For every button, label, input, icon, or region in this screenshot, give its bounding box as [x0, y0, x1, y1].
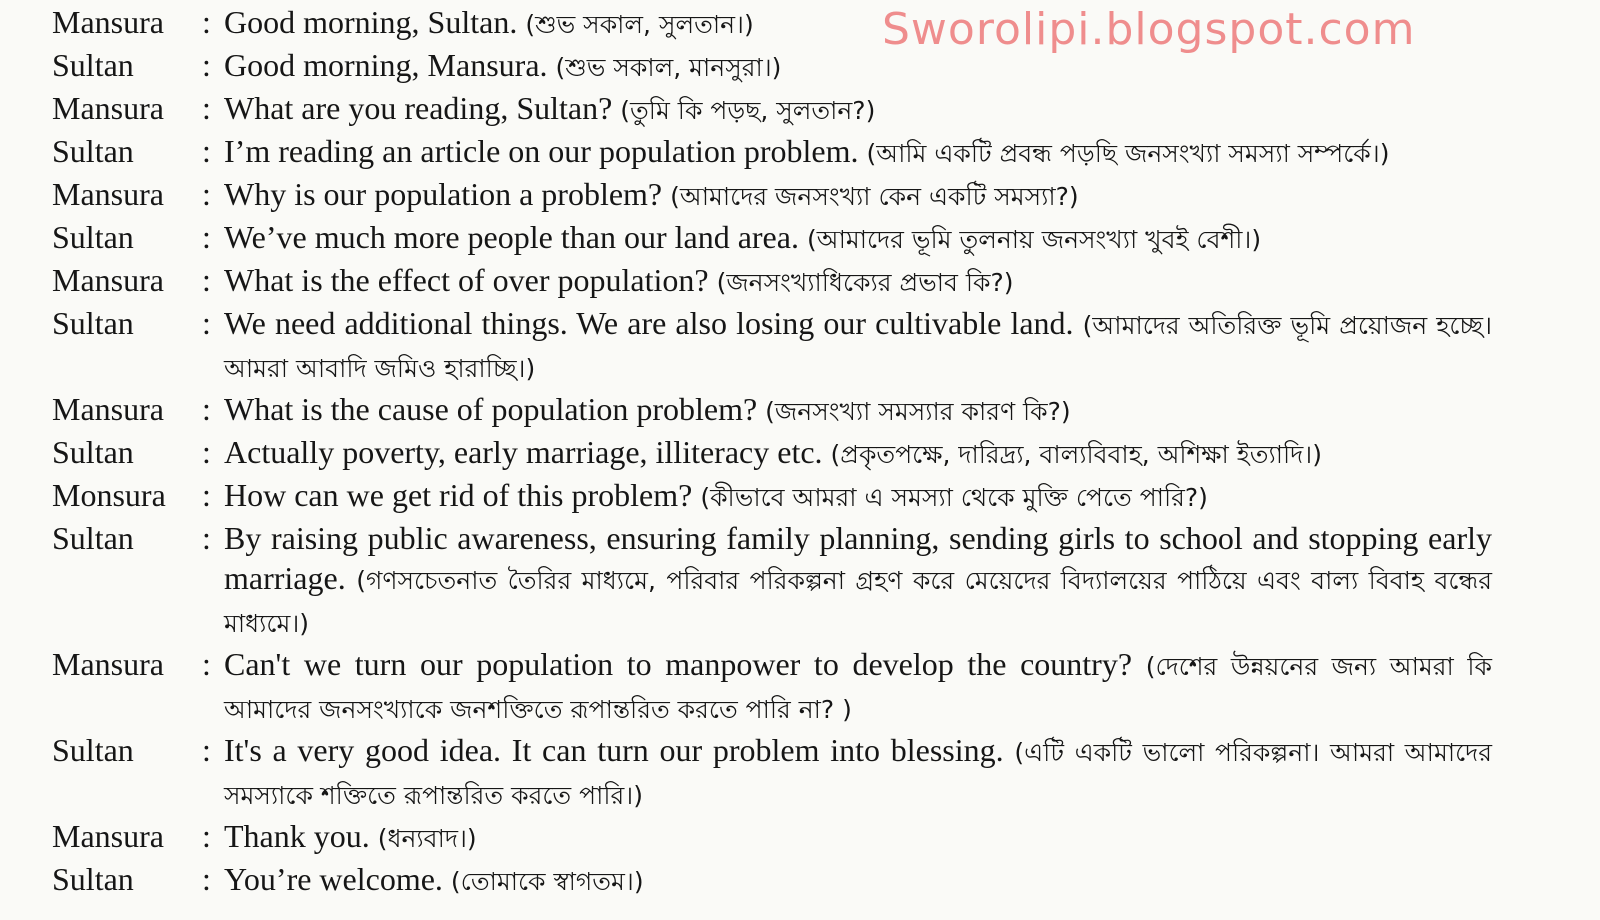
- separator-colon: :: [202, 305, 211, 341]
- bangla-translation: (জনসংখ্যাধিক্যের প্রভাব কি?): [716, 268, 1014, 297]
- english-text: I’m reading an article on our population problem.: [224, 133, 859, 169]
- english-text: It's a very good idea. It can turn our problem into blessing.: [224, 732, 1004, 768]
- separator-colon: :: [202, 818, 211, 854]
- speaker-name: Sultan: [52, 434, 134, 470]
- utterance: [224, 432, 1492, 475]
- dialogue-line: [52, 260, 1492, 303]
- bangla-translation: (প্রকৃতপক্ষে, দারিদ্র্য, বাল্যবিবাহ, অশিক্ষা ইত্যাদি।): [830, 440, 1322, 469]
- bangla-translation: (শুভ সকাল, সুলতান।): [525, 10, 754, 39]
- dialogue-line: [52, 644, 1492, 730]
- separator-colon: :: [202, 391, 211, 427]
- english-text: By raising public awareness, ensuring family planning, sending girls to school and stopping early marriage.: [224, 520, 1492, 596]
- english-text: What is the effect of over population?: [224, 262, 709, 298]
- separator-colon: :: [202, 434, 211, 470]
- separator-colon: :: [202, 4, 211, 40]
- speaker-name: Sultan: [52, 861, 134, 897]
- bangla-translation: (কীভাবে আমরা এ সমস্যা থেকে মুক্তি পেতে পারি?): [700, 483, 1208, 512]
- dialogue-line: [52, 88, 1492, 131]
- bangla-translation: (শুভ সকাল, মানসুরা।): [555, 53, 782, 82]
- utterance: [224, 303, 1492, 389]
- utterance: [224, 174, 1492, 217]
- dialogue-line: [52, 45, 1492, 88]
- dialogue-line: [52, 131, 1492, 174]
- speaker-name: Sultan: [52, 219, 134, 255]
- dialogue-line: [52, 816, 1492, 859]
- dialogue-line: [52, 389, 1492, 432]
- bangla-translation: (আমি একটি প্রবন্ধ পড়ছি জনসংখ্যা সমস্যা সম্পর্কে।): [866, 139, 1390, 168]
- english-text: We’ve much more people than our land area.: [224, 219, 799, 255]
- speaker-name: Mansura: [52, 4, 164, 40]
- bangla-translation: (আমাদের অতিরিক্ত ভূমি প্রয়োজন হচ্ছে। আমরা আবাদি জমিও হারাচ্ছি।): [224, 311, 1493, 383]
- dialogue-line: [52, 518, 1492, 644]
- dialogue-line: [52, 2, 1492, 45]
- english-text: Can't we turn our population to manpower to develop the country?: [224, 646, 1133, 682]
- bangla-translation: (তোমাকে স্বাগতম।): [450, 867, 644, 896]
- utterance: [224, 131, 1492, 174]
- speaker-name: Mansura: [52, 646, 164, 682]
- speaker-name: Mansura: [52, 262, 164, 298]
- speaker-name: Monsura: [52, 477, 166, 513]
- bangla-translation: (তুমি কি পড়ছ, সুলতান?): [620, 96, 876, 125]
- separator-colon: :: [202, 262, 211, 298]
- english-text: Actually poverty, early marriage, illiteracy etc.: [224, 434, 823, 470]
- speaker-name: Mansura: [52, 391, 164, 427]
- utterance: [224, 475, 1492, 518]
- utterance: [224, 730, 1492, 816]
- separator-colon: :: [202, 520, 211, 556]
- separator-colon: :: [202, 133, 211, 169]
- utterance: [224, 45, 1492, 88]
- speaker-name: Mansura: [52, 90, 164, 126]
- dialogue: [52, 2, 1492, 902]
- english-text: We need additional things. We are also losing our cultivable land.: [224, 305, 1074, 341]
- dialogue-line: [52, 730, 1492, 816]
- speaker-name: Sultan: [52, 305, 134, 341]
- speaker-name: Sultan: [52, 47, 134, 83]
- utterance: [224, 518, 1492, 644]
- separator-colon: :: [202, 219, 211, 255]
- english-text: What are you reading, Sultan?: [224, 90, 613, 126]
- utterance: [224, 217, 1492, 260]
- bangla-translation: (আমাদের ভূমি তুলনায় জনসংখ্যা খুবই বেশী।): [806, 225, 1262, 254]
- separator-colon: :: [202, 861, 211, 897]
- bangla-translation: (জনসংখ্যা সমস্যার কারণ কি?): [765, 397, 1071, 426]
- dialogue-line: [52, 475, 1492, 518]
- separator-colon: :: [202, 47, 211, 83]
- dialogue-line: [52, 174, 1492, 217]
- bangla-translation: (দেশের উন্নয়নের জন্য আমরা কি আমাদের জনসংখ্যাকে জনশক্তিতে রূপান্তরিত করতে পারি না? ): [224, 652, 1493, 724]
- dialogue-line: [52, 859, 1492, 902]
- utterance: [224, 644, 1492, 730]
- separator-colon: :: [202, 732, 211, 768]
- dialogue-line: [52, 303, 1492, 389]
- separator-colon: :: [202, 90, 211, 126]
- dialogue-line: [52, 432, 1492, 475]
- utterance: [224, 389, 1492, 432]
- utterance: [224, 859, 1492, 902]
- speaker-name: Sultan: [52, 133, 134, 169]
- separator-colon: :: [202, 176, 211, 212]
- separator-colon: :: [202, 646, 211, 682]
- speaker-name: Sultan: [52, 520, 134, 556]
- bangla-translation: (এটি একটি ভালো পরিকল্পনা। আমরা আমাদের সমস্যাকে শক্তিতে রূপান্তরিত করতে পারি।): [224, 738, 1493, 810]
- english-text: Good morning, Mansura.: [224, 47, 548, 83]
- english-text: Why is our population a problem?: [224, 176, 663, 212]
- blog-watermark: Sworolipi.blogspot.com: [882, 4, 1416, 55]
- speaker-name: Sultan: [52, 732, 134, 768]
- utterance: [224, 816, 1492, 859]
- speaker-name: Mansura: [52, 818, 164, 854]
- english-text: What is the cause of population problem?: [224, 391, 758, 427]
- english-text: You’re welcome.: [224, 861, 443, 897]
- speaker-name: Mansura: [52, 176, 164, 212]
- utterance: [224, 88, 1492, 131]
- english-text: Good morning, Sultan.: [224, 4, 518, 40]
- bangla-translation: (আমাদের জনসংখ্যা কেন একটি সমস্যা?): [670, 182, 1079, 211]
- bangla-translation: (গণসচেতনাত তৈরির মাধ্যমে, পরিবার পরিকল্পনা গ্রহণ করে মেয়েদের বিদ্যালয়ের পাঠিয়ে এবং বাল্য বিবাহ বন্ধের মাধ্যমে।): [224, 566, 1493, 638]
- english-text: Thank you.: [224, 818, 370, 854]
- separator-colon: :: [202, 477, 211, 513]
- utterance: [224, 2, 1492, 45]
- english-text: How can we get rid of this problem?: [224, 477, 693, 513]
- bangla-translation: (ধন্যবাদ।): [377, 824, 477, 853]
- utterance: [224, 260, 1492, 303]
- dialogue-line: [52, 217, 1492, 260]
